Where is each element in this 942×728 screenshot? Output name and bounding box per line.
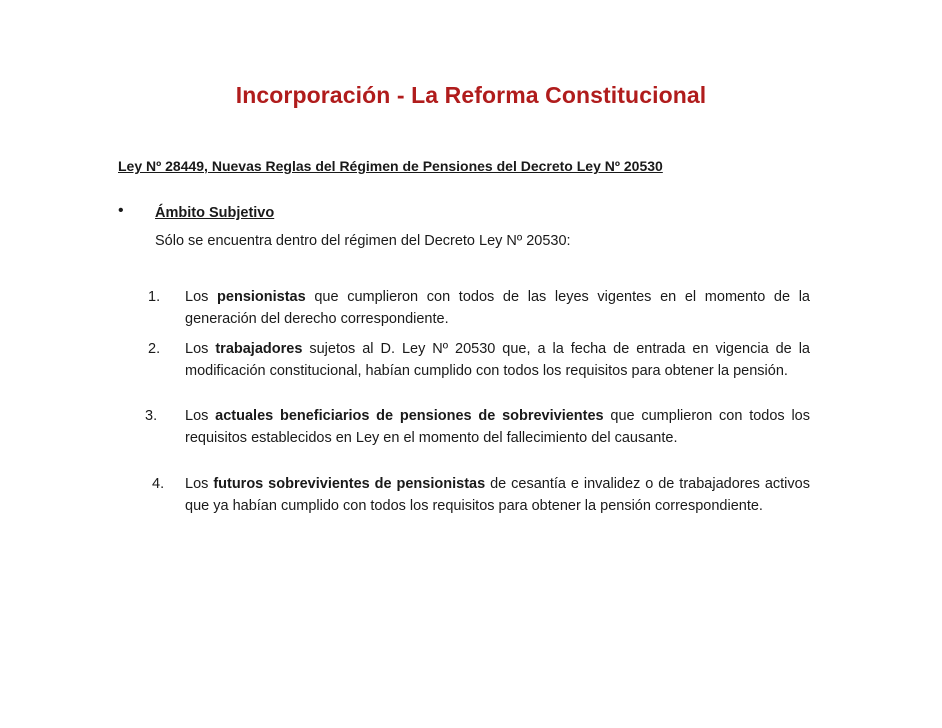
list-item-number: 4.: [152, 476, 165, 492]
list-item-number: 2.: [148, 341, 161, 357]
list-item-bold: actuales beneficiarios de pensiones de sobrevivientes: [215, 408, 604, 424]
list-item-text: [185, 405, 810, 449]
list-item-bold: trabajadores: [215, 341, 303, 357]
list-item-rest: de cesantía e invalidez o de trabajadores activos que ya habían cumplido con todos los requisitos para obtener la pensión correspondiente.: [185, 476, 810, 514]
list-item-lead: Los: [185, 341, 216, 357]
scope-description: Sólo se encuentra dentro del régimen del Decreto Ley Nº 20530:: [155, 233, 571, 249]
slide-title: Incorporación - La Reforma Constitucional: [235, 82, 707, 108]
list-item-number: 1.: [148, 289, 161, 305]
list-item-bold: futuros sobrevivientes de pensionistas: [213, 476, 486, 492]
law-heading: Ley Nº 28449, Nuevas Reglas del Régimen de Pensiones del Decreto Ley Nº 20530: [118, 158, 663, 174]
list-item-lead: Los: [185, 408, 216, 424]
list-item-number: 3.: [145, 408, 158, 424]
list-item-text: [185, 473, 810, 517]
list-item-lead: Los: [185, 289, 218, 305]
list-item-rest: sujetos al D. Ley Nº 20530 que, a la fecha de entrada en vigencia de la modificación constitucional, habían cumplido con todos los requisitos para obtener la pensión.: [185, 341, 810, 379]
list-item-lead: Los: [185, 476, 214, 492]
list-item-bold: pensionistas: [217, 289, 306, 305]
list-item-text: [185, 286, 810, 330]
scope-heading: Ámbito Subjetivo: [155, 205, 275, 221]
bullet-marker: •: [118, 202, 124, 219]
list-item-rest: que cumplieron con todos de las leyes vigentes en el momento de la generación del derecho correspondiente.: [185, 289, 810, 327]
list-item-rest: que cumplieron con todos los requisitos establecidos en Ley en el momento del fallecimiento del causante.: [185, 408, 810, 446]
list-item-text: [185, 338, 810, 382]
